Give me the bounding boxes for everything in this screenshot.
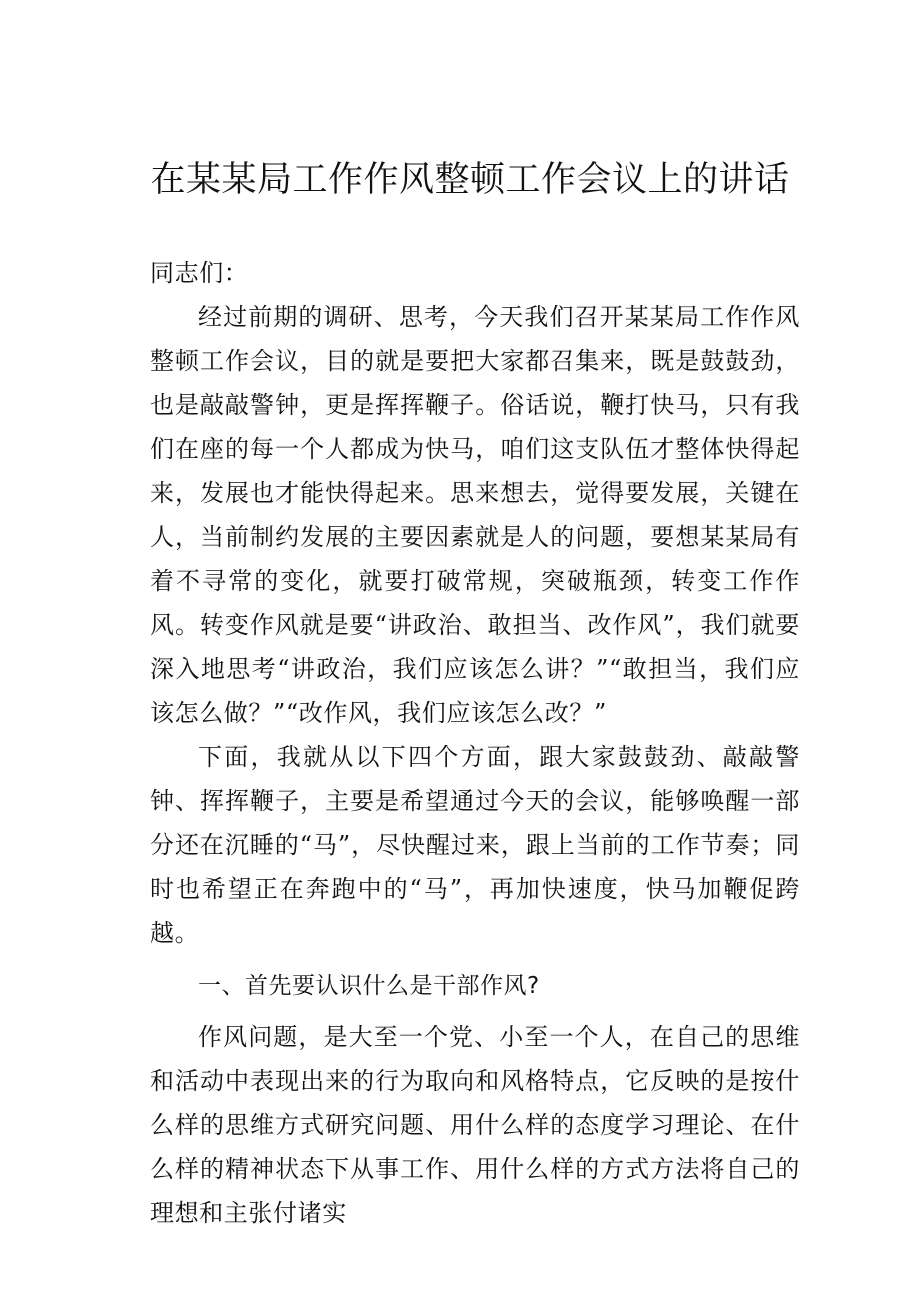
paragraph-section-one: 作风问题，是大至一个党、小至一个人，在自己的思维和活动中表现出来的行为取向和风格特点，它反映的是按什么样的思维方式研究问题、用什么样的态度学习理论、在什么样的精神状态下从事工作、用什么样的方式方法将自己的理想和主张付诸实	[150, 1023, 800, 1227]
document-title: 在某某局工作作风整顿工作会议上的讲话	[150, 160, 790, 200]
section-heading: 一、首先要认识什么是干部作风?	[198, 973, 540, 999]
salutation: 同志们：	[150, 259, 249, 287]
paragraph-opening: 经过前期的调研、思考，今天我们召开某某局工作作风整顿工作会议，目的就是要把大家都召集来，既是鼓鼓劲，也是敲敲警钟，更是挥挥鞭子。俗话说，鞭打快马，只有我们在座的每一个人都成为快马，咱们这支队伍才整体快得起来，发展也才能快得起来。思来想去，觉得要发展，关键在人，当前制约发展的主要因素就是人的问题，要想某某局有着不寻常的变化，就要打破常规，突破瓶颈，转变工作作风。转变作风就是要“讲政治、敢担当、改作风”，我们就要深入地思考“讲政治，我们应该怎么讲？”“敢担当，我们应该怎么做？”“改作风，我们应该怎么改？”	[150, 303, 800, 727]
document-body	[150, 251, 800, 1235]
paragraph-outline: 下面，我就从以下四个方面，跟大家鼓鼓劲、敲敲警钟、挥挥鞭子，主要是希望通过今天的会议，能够唤醒一部分还在沉睡的“马”，尽快醒过来，跟上当前的工作节奏；同时也希望正在奔跑中的“马”，再加快速度，快马加鞭促跨越。	[150, 743, 800, 947]
